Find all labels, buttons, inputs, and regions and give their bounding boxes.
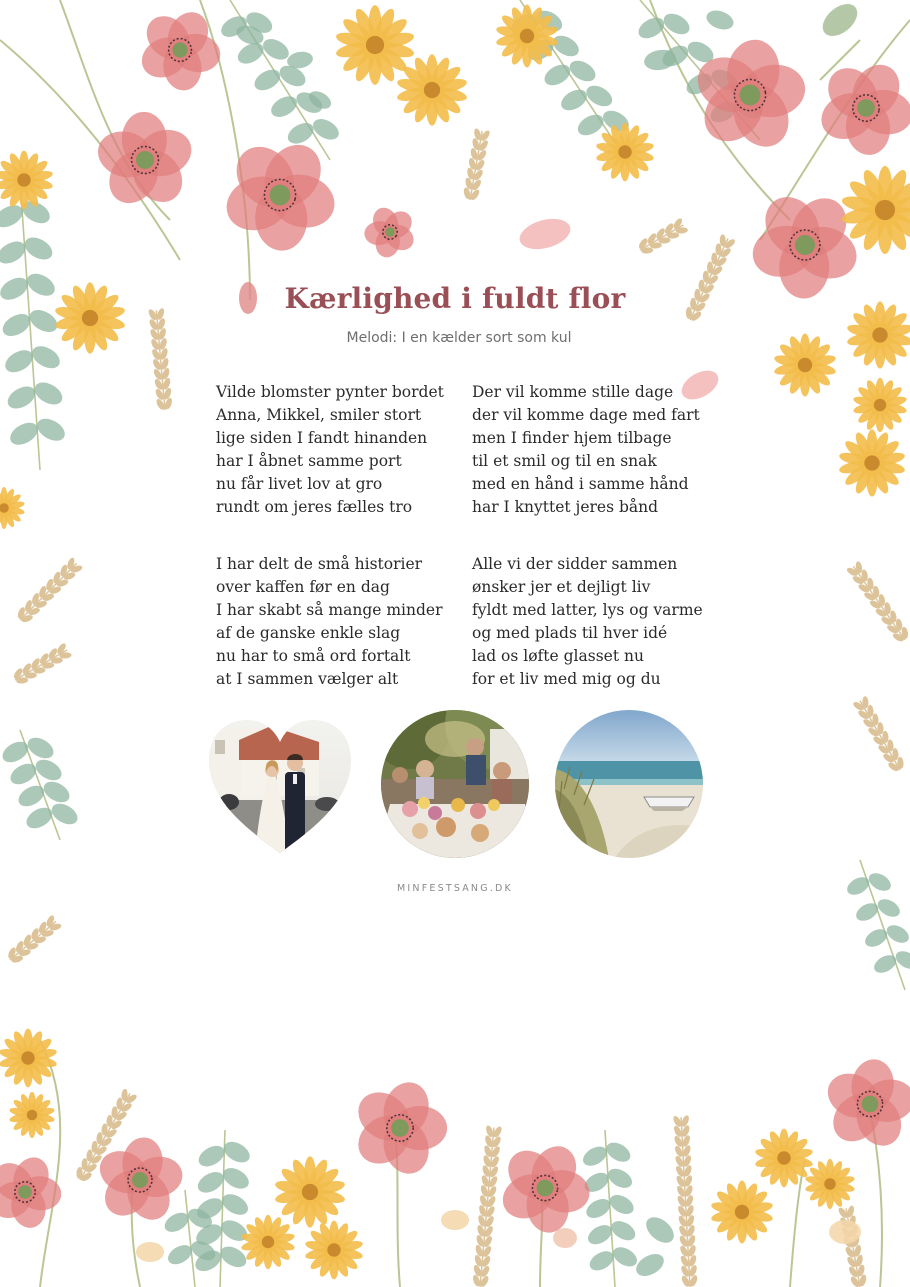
verse-line: lad os løfte glasset nu	[472, 647, 644, 665]
verse-3	[216, 553, 456, 691]
verse-line: med en hånd i samme hånd	[472, 475, 689, 493]
daisy-icon	[0, 487, 25, 529]
daisy-icon	[0, 1029, 58, 1088]
daisy-icon	[0, 151, 54, 210]
verse-line: at I sammen vælger alt	[216, 670, 399, 688]
verse-line: I har delt de små historier	[216, 555, 423, 573]
verse-line: rundt om jeres fælles tro	[216, 498, 413, 516]
verse-line: Anna, Mikkel, smiler stort	[216, 406, 422, 424]
song-title: Kærlighed i fuldt flor	[284, 282, 626, 315]
verse-line: Der vil komme stille dage	[472, 383, 674, 401]
daisy-icon	[595, 123, 654, 182]
daisy-icon	[240, 1215, 295, 1270]
poppy-icon	[352, 194, 426, 269]
verse-line: der vil komme dage med fart	[472, 406, 700, 424]
daisy-icon	[805, 1159, 856, 1209]
daisy-icon	[852, 378, 907, 433]
daisy-icon	[754, 1129, 813, 1188]
garden-party-photo	[380, 709, 530, 859]
verse-line: Vilde blomster pynter bordet	[216, 383, 444, 401]
verse-line: nu har to små ord fortalt	[216, 647, 411, 665]
melody-subtitle: Melodi: I en kælder sort som kul	[346, 330, 572, 346]
daisy-icon	[335, 5, 416, 85]
verse-line: af de ganske enkle slag	[216, 624, 401, 642]
verse-line: ønsker jer et dejligt liv	[472, 578, 651, 596]
verse-line: til et smil og til en snak	[472, 452, 657, 470]
wheat-icon	[461, 127, 492, 203]
wheat-icon	[471, 1124, 504, 1287]
verse-line: har I knyttet jeres bånd	[472, 498, 659, 516]
wheat-icon	[4, 913, 64, 968]
verse-2	[472, 381, 712, 519]
poppy-icon	[129, 0, 228, 101]
verse-line: lige siden I fandt hinanden	[216, 429, 428, 447]
daisy-icon	[9, 1092, 56, 1138]
wheat-icon	[13, 555, 85, 627]
verse-line: fyldt med latter, lys og varme	[472, 601, 703, 619]
verse-line: for et liv med mig og du	[472, 670, 661, 688]
website-footer: MINFESTSANG.DK	[397, 883, 513, 894]
verse-4	[472, 553, 712, 691]
poppy-icon	[805, 47, 910, 168]
poppy-icon	[206, 121, 350, 269]
wheat-icon	[635, 216, 691, 259]
daisy-icon	[710, 1181, 774, 1244]
poppy-icon	[0, 1149, 65, 1235]
wheat-icon	[851, 694, 909, 775]
poppy-icon	[813, 1048, 910, 1161]
verse-line: I har skabt så mange minder	[216, 601, 443, 619]
verse-line: og med plads til hver idé	[472, 624, 668, 642]
poppy-icon	[488, 1131, 597, 1244]
verse-line: men I finder hjem tilbage	[472, 429, 672, 447]
poppy-icon	[349, 1076, 447, 1179]
verse-line: over kaffen før en dag	[216, 578, 390, 596]
beach-photo	[554, 709, 704, 859]
daisy-icon	[304, 1221, 363, 1280]
wheat-icon	[10, 641, 74, 689]
verse-line: Alle vi der sidder sammen	[472, 555, 678, 573]
verse-line: har I åbnet samme port	[216, 452, 402, 470]
wheat-icon	[147, 307, 174, 412]
wheat-icon	[672, 1114, 700, 1287]
verse-1	[216, 381, 456, 519]
daisy-icon	[396, 54, 468, 125]
wheat-icon	[844, 559, 910, 646]
wheat-icon	[837, 1204, 870, 1287]
daisy-icon	[274, 1156, 346, 1227]
poppy-icon	[78, 94, 208, 227]
daisy-icon	[838, 429, 906, 496]
verse-line: nu får livet lov at gro	[216, 475, 383, 493]
wedding-couple-photo	[209, 720, 351, 856]
